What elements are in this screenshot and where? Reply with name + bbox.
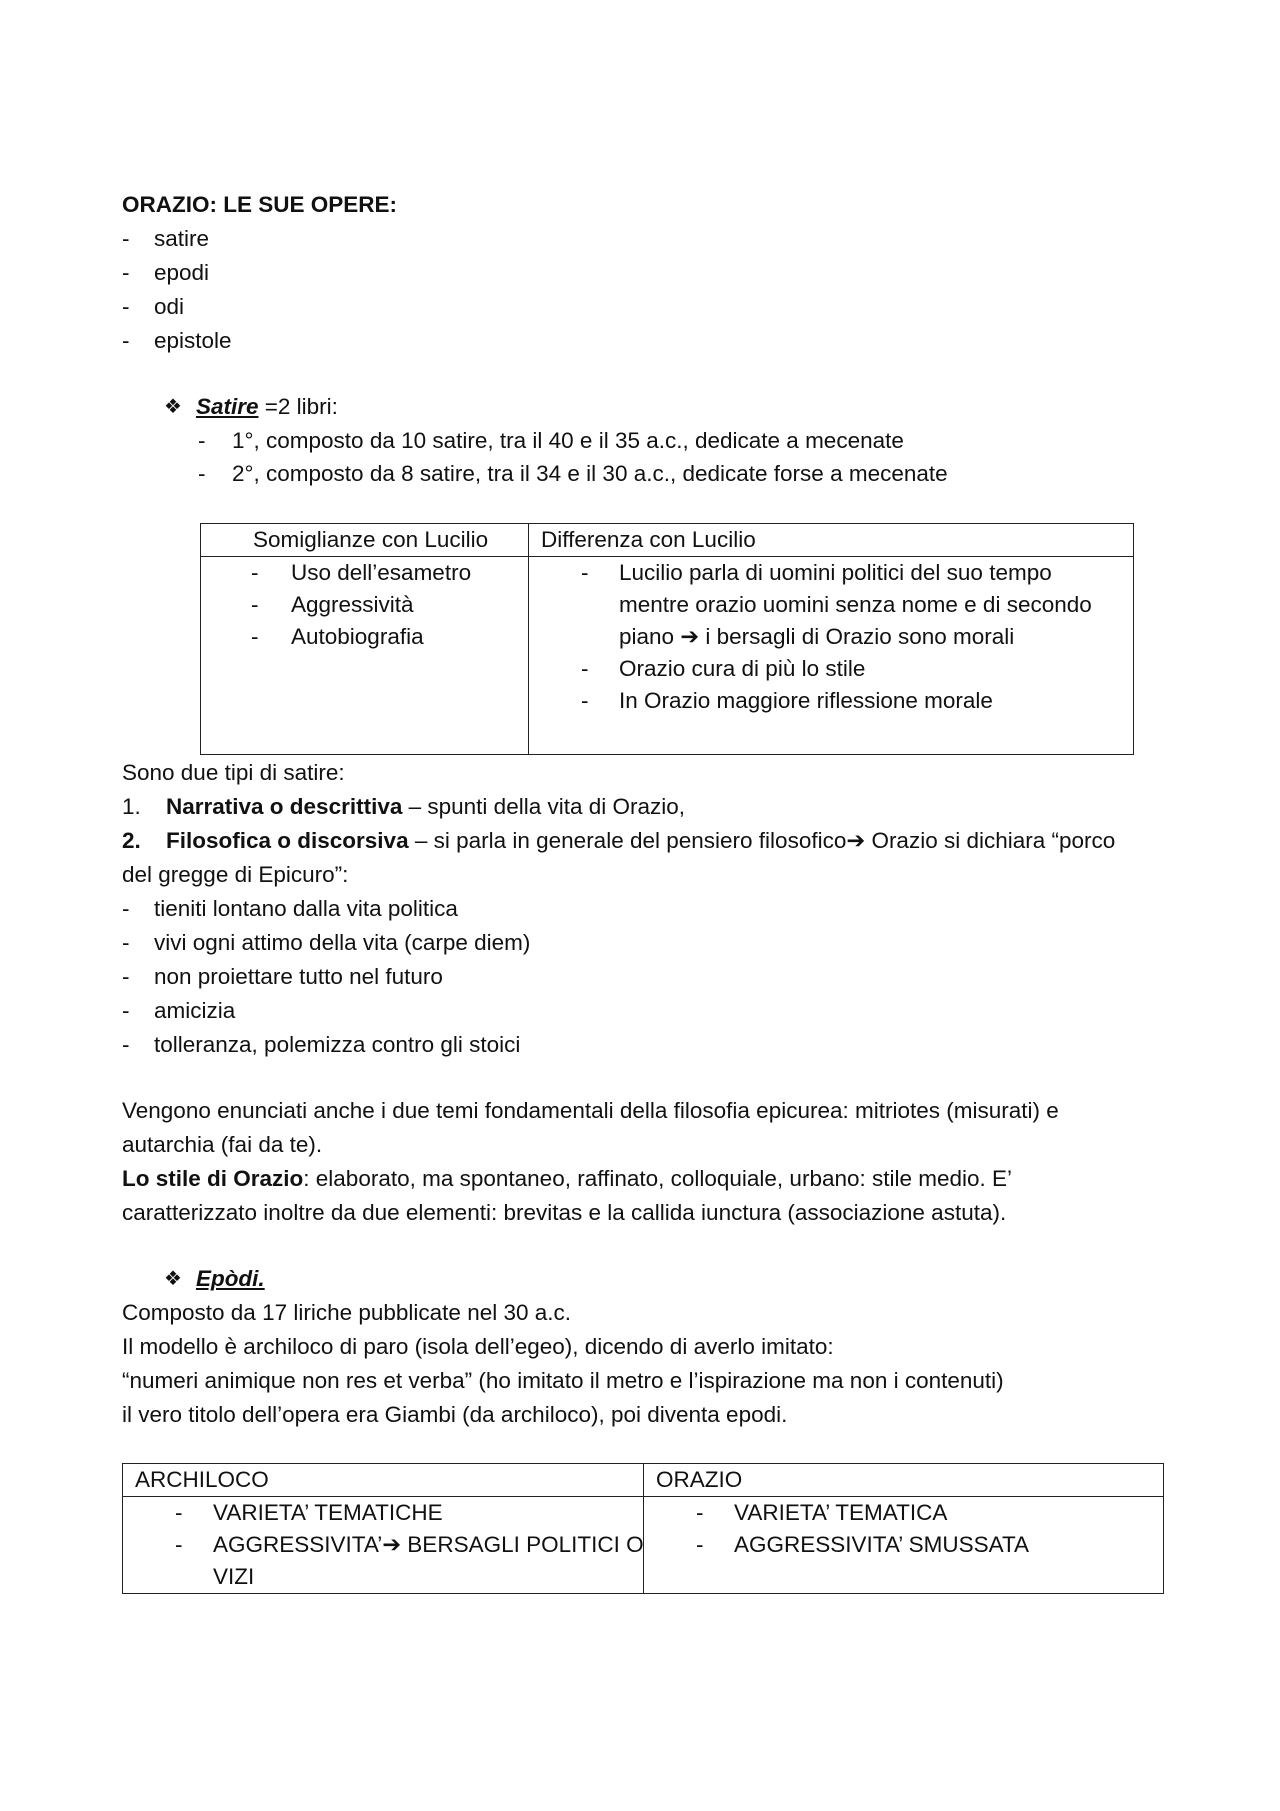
- table-header-cell: Somiglianze con Lucilio: [201, 524, 529, 557]
- epodi-paragraph-line: Composto da 17 liriche pubblicate nel 30 a.c.: [122, 1300, 572, 1325]
- epodi-paragraph-line: Il modello è archiloco di paro (isola dell’egeo), dicendo di averlo imitato:: [122, 1334, 834, 1359]
- list-item: - Uso dell’esametro: [251, 560, 472, 585]
- list-item: - AGGRESSIVITA’ SMUSSATA: [696, 1532, 1030, 1557]
- epodi-paragraph-line: il vero titolo dell’opera era Giambi (da archiloco), poi diventa epodi.: [122, 1402, 788, 1427]
- list-item-continuation: mentre orazio uomini senza nome e di secondo: [619, 592, 1092, 617]
- table-header-cell: ORAZIO: [644, 1464, 1164, 1497]
- list-item: - Lucilio parla di uomini politici del suo tempo: [581, 560, 1052, 585]
- satire-types-intro: Sono due tipi di satire:: [122, 760, 345, 785]
- archiloco-orazio-table: [122, 1463, 1164, 1594]
- document-title: ORAZIO: LE SUE OPERE:: [122, 192, 398, 217]
- epicurean-themes-paragraph-continuation: autarchia (fai da te).: [122, 1132, 323, 1157]
- list-item-continuation: VIZI: [213, 1564, 255, 1589]
- list-item: - In Orazio maggiore riflessione morale: [581, 688, 993, 713]
- table-cell: [123, 1497, 644, 1594]
- epodi-heading-title: Epòdi.: [195, 1266, 265, 1291]
- table-header-cell: Differenza con Lucilio: [529, 524, 1134, 557]
- list-item: - Autobiografia: [251, 624, 424, 649]
- table-header-row: [123, 1464, 1164, 1497]
- lucilio-comparison-table: [200, 523, 1134, 755]
- diamond-bullet-icon: ❖: [164, 396, 182, 418]
- satire-heading-suffix: =2 libri:: [258, 394, 338, 419]
- table-cell: [529, 557, 1134, 755]
- style-paragraph-continuation: caratterizzato inoltre da due elementi: brevitas e la callida iunctura (associazione astuta).: [122, 1200, 1007, 1225]
- satire-heading: [164, 390, 338, 424]
- table-cell: [201, 557, 529, 755]
- table-cell: [644, 1497, 1164, 1594]
- list-item: - Orazio cura di più lo stile: [581, 656, 866, 681]
- epicurean-themes-paragraph: Vengono enunciati anche i due temi fondamentali della filosofia epicurea: mitriotes (misurati) e: [122, 1098, 1059, 1123]
- table-row: [123, 1497, 1164, 1594]
- list-item: - VARIETA’ TEMATICHE: [175, 1500, 443, 1525]
- document-page: ORAZIO: LE SUE OPERE: - satire - epodi - odi - epistole ❖ Satire =2 libri: - 1°, composto da 10 satire, tra il 40 e il 35 a.c., dedicate a mecenate - 2°, composto da 8 satire, tra il 34 e il 30 a.c., dedicate forse a mecenate Somiglianze con Lucilio Differenza con Lucilio - Uso dell’esametro - Aggressività - Autobiografia - Lucilio parla di uomini politici del suo tempo mentre orazio uomini senza nome e di secondo piano ➔ i bersagli di Orazio sono morali - Orazio cura di più lo stile - In Orazio maggiore riflessione morale Sono due tipi di satire: 1. Narrativa o descrittiva – spunti della vita di Orazio, 2. Filosofica o discorsiva – si parla in generale del pensiero filosofico➔ Orazio si dichiara “porco del gregge di Epicuro”: - tieniti lontano dalla vita politica - vivi ogni attimo della vita (carpe diem) - non proiettare tutto nel futuro - amicizia - tolleranza, polemizza contro gli stoici Vengono enunciati anche i due temi fondamentali della filosofia epicurea: mitriotes (misurati) e autarchia (fai da te). Lo stile di Orazio: elaborato, ma spontaneo, raffinato, colloquiale, urbano: stile medio. E’ caratterizzato inoltre da due elementi: brevitas e la callida iunctura (associazione astuta). ❖ Epòdi. Composto da 17 liriche pubblicate nel 30 a.c. Il modello è archiloco di paro (isola dell’egeo), dicendo di averlo imitato: “numeri animique non res et verba” (ho imitato il metro e l’ispirazione ma non i contenuti) il vero titolo dell’opera era Giambi (da archiloco), poi diventa epodi. ARCHILOCO ORAZIO - VARIETA’ TEMATICHE - AGGRESSIVITA’➔ BERSAGLI POLITICI O VIZI - VARIETA’ TEMATICA - AGGRESSIVITA’ SMUSSATA: [0, 0, 1280, 1811]
- satire-heading-title: Satire: [195, 394, 259, 419]
- table-header-row: [201, 524, 1134, 557]
- list-item: - Aggressività: [251, 592, 414, 617]
- satire-type-narrativa: 1. Narrativa o descrittiva – spunti della vita di Orazio,: [122, 794, 686, 819]
- diamond-bullet-icon: ❖: [164, 1268, 182, 1290]
- epodi-paragraph-line: “numeri animique non res et verba” (ho imitato il metro e l’ispirazione ma non i contenuti): [122, 1368, 1004, 1393]
- style-paragraph: Lo stile di Orazio: elaborato, ma spontaneo, raffinato, colloquiale, urbano: stile medio. E’: [122, 1166, 1013, 1191]
- table-row: [201, 557, 1134, 755]
- list-item: - AGGRESSIVITA’➔ BERSAGLI POLITICI O: [175, 1532, 644, 1557]
- table-header-cell: ARCHILOCO: [123, 1464, 644, 1497]
- list-item: - VARIETA’ TEMATICA: [696, 1500, 948, 1525]
- epodi-heading: [164, 1262, 265, 1296]
- satire-type-filosofica: 2. Filosofica o discorsiva – si parla in generale del pensiero filosofico➔ Orazio si dichiara “porco: [122, 828, 1116, 853]
- satire-type-filosofica-continuation: del gregge di Epicuro”:: [122, 862, 349, 887]
- list-item-continuation: piano ➔ i bersagli di Orazio sono morali: [619, 624, 1015, 649]
